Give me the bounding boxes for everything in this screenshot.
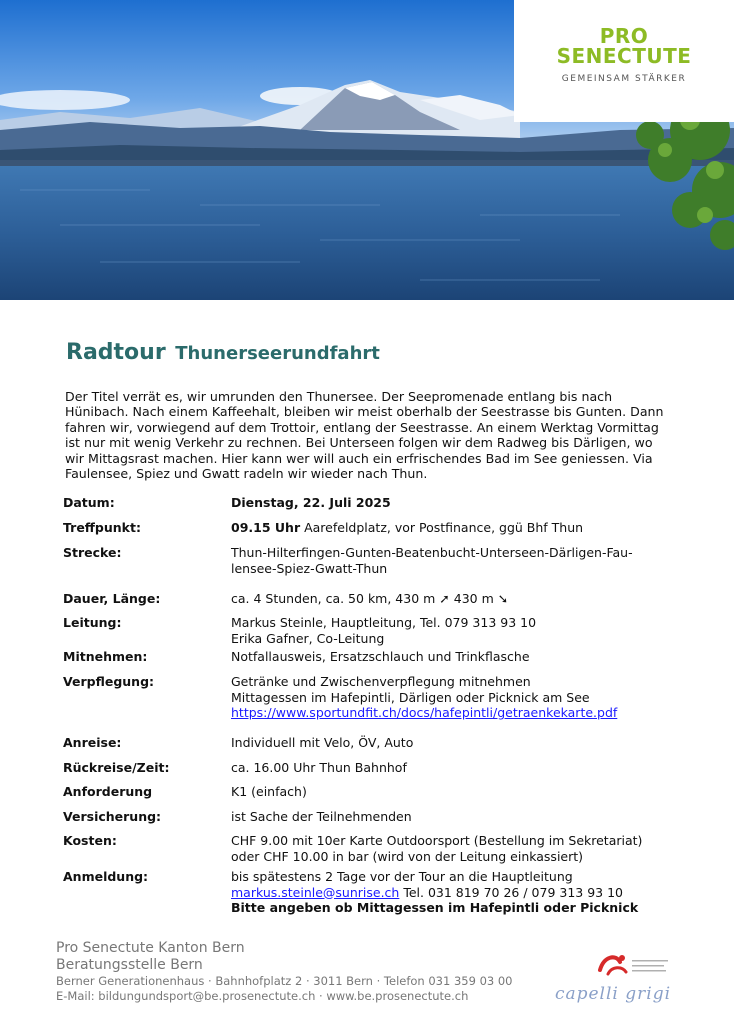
label-dauer: Dauer, Länge: [63,591,161,606]
value-kosten [231,833,671,864]
leitung-line-1: Markus Steinle, Hauptleitung, Tel. 079 313 93 10 [231,615,537,630]
title-main: Radtour [66,340,166,365]
intro-paragraph: Der Titel verrät es, wir umrunden den Thunersee. Der Seepromenade entlang bis nach Hünibach. Nach einem Kaffeehalt, bleiben wir meist oberhalb der Seestrasse bis Gunten. Dann fahren wir, vorwiegend auf dem Trottoir, entlang der Seestrasse. An einem Werktag Vormittag ist nur mit wenig Verkehr zu rechnen. Bei Unterseen folgen wir dem Radweg bis Därligen, wo wir Mittagsrast machen. Hier kann wer will auch ein erfrischendes Bad im See geniessen. Via Faulensee, Spiez und Gwatt radeln wir wieder nach Thun. [65,389,664,482]
anmeldung-note: Bitte angeben ob Mittagessen im Hafepintli oder Picknick [231,900,639,915]
descent-arrow-icon: ➘ [497,591,509,606]
label-strecke: Strecke: [63,545,122,560]
dauer-text-b: 430 m [449,591,498,606]
capelli-emblem-icon [548,946,678,984]
footer-org: Pro Senectute Kanton Bern [56,940,245,956]
logo-line-1: PRO [599,24,649,48]
capelli-name: capelli grigi [554,984,672,1004]
capelli-grigi-logo [548,946,678,1016]
value-datum: Dienstag, 22. Juli 2025 [231,495,391,510]
value-dauer [231,591,671,607]
footer-office: Beratungsstelle Bern [56,957,203,973]
logo-tagline: GEMEINSAM STÄRKER [561,74,687,84]
footer-contact: E-Mail: bildungundsport@be.prosenectute.ch · www.be.prosenectute.ch [56,989,469,1003]
leitung-line-2: Erika Gafner, Co-Leitung [231,630,385,646]
anmeldung-email-link[interactable]: markus.steinle@sunrise.ch [231,884,400,900]
label-treffpunkt: Treffpunkt: [63,520,141,535]
kosten-line-1: CHF 9.00 mit 10er Karte Outdoorsport (Bestellung im Sekretariat) [231,833,643,848]
anmeldung-tel: Tel. 031 819 70 26 / 079 313 93 10 [399,884,623,900]
label-mitnehmen: Mitnehmen: [63,649,148,664]
treffpunkt-place: Aarefeldplatz, vor Postfinance, ggü Bhf Thun [300,520,584,535]
label-verpflegung: Verpflegung: [63,674,155,689]
anmeldung-line-1: bis spätestens 2 Tage vor der Tour an die Hauptleitung [231,869,573,884]
label-datum: Datum: [63,495,115,510]
footer [56,940,513,1004]
value-versicherung: ist Sache der Teilnehmenden [231,809,412,824]
getraenkekarte-link[interactable]: https://www.sportundfit.ch/docs/hafepintli/getraenkekarte.pdf [231,705,618,720]
label-rueckreise: Rückreise/Zeit: [63,760,170,775]
title-sub: Thunerseerundfahrt [175,343,380,364]
label-kosten: Kosten: [63,833,117,848]
verpflegung-line-1: Getränke und Zwischenverpflegung mitnehmen [231,674,531,689]
strecke-line-2: lensee-Spiez-Gwatt-Thun [231,560,388,576]
treffpunkt-time: 09.15 Uhr [231,520,301,535]
pro-senectute-logo [514,0,734,122]
label-anforderung: Anforderung [63,784,153,799]
value-treffpunkt [231,520,671,536]
value-anmeldung [231,869,671,916]
label-anreise: Anreise: [63,735,122,750]
value-rueckreise: ca. 16.00 Uhr Thun Bahnhof [231,760,407,775]
page-title [66,340,380,365]
strecke-line-1: Thun-Hilterfingen-Gunten-Beatenbucht-Unterseen-Därligen-Fau- [231,545,633,560]
value-mitnehmen: Notfallausweis, Ersatzschlauch und Trinkflasche [231,649,530,664]
dauer-text-a: ca. 4 Stunden, ca. 50 km, 430 m [231,591,440,606]
label-versicherung: Versicherung: [63,809,162,824]
value-strecke [231,545,671,576]
label-anmeldung: Anmeldung: [63,869,149,884]
ascent-arrow-icon: ➚ [439,591,450,606]
value-anreise: Individuell mit Velo, ÖV, Auto [231,735,414,750]
value-anforderung: K1 (einfach) [231,784,307,799]
kosten-line-2: oder CHF 10.00 in bar (wird von der Leitung einkassiert) [231,848,584,864]
value-leitung [231,615,671,646]
footer-address: Berner Generationenhaus · Bahnhofplatz 2 · 3011 Bern · Telefon 031 359 03 00 [56,974,513,988]
value-verpflegung [231,674,671,721]
logo-line-2: SENECTUTE [556,44,692,68]
verpflegung-line-2: Mittagessen im Hafepintli, Därligen oder Picknick am See [231,689,590,705]
label-leitung: Leitung: [63,615,122,630]
